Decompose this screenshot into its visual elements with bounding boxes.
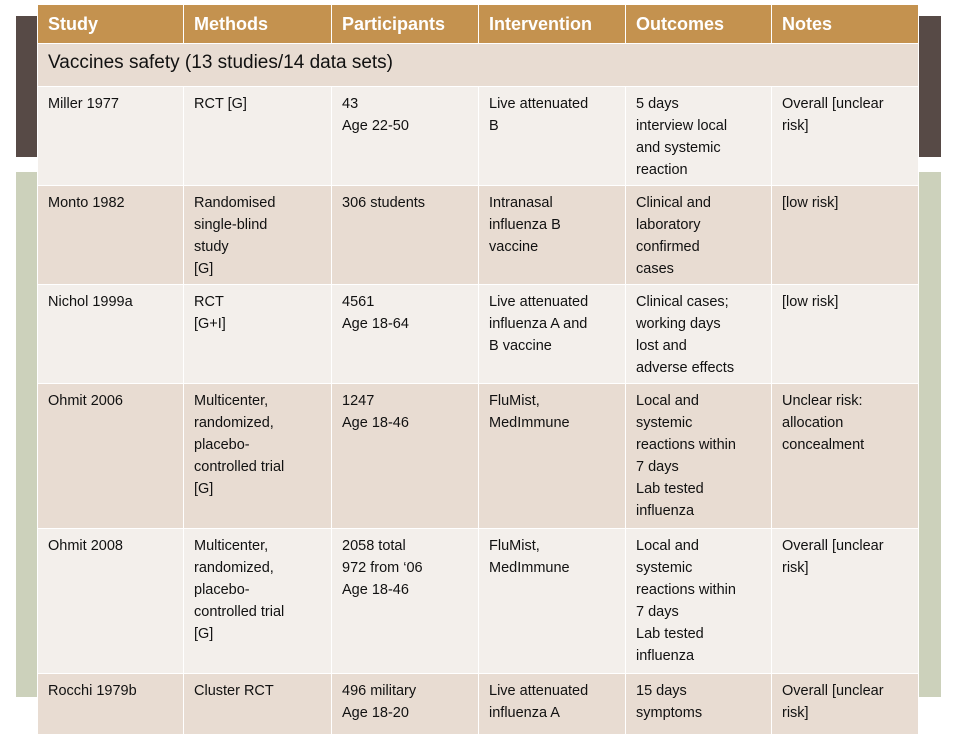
- cell-intervention: [479, 529, 626, 674]
- cell-intervention: [479, 285, 626, 384]
- cell-line: Age 22-50: [342, 118, 409, 134]
- cell-line: RCT: [194, 294, 224, 310]
- cell-line: risk]: [782, 705, 809, 721]
- section-row: [38, 44, 919, 87]
- cell-line: Local and: [636, 538, 699, 554]
- cell-line: 5 days: [636, 96, 679, 112]
- cell-line: [G]: [194, 481, 214, 497]
- cell-line: laboratory: [636, 217, 701, 233]
- cell-line: Live attenuated: [489, 294, 589, 310]
- cell-line: influenza A: [489, 705, 560, 721]
- cell-line: influenza A and: [489, 316, 588, 332]
- cell-line: adverse effects: [636, 360, 735, 376]
- cell-line: 306 students: [342, 195, 426, 211]
- cell-outcomes: [626, 186, 772, 285]
- cell-methods: [184, 384, 332, 529]
- cell-methods: [184, 674, 332, 735]
- cell-line: Multicenter,: [194, 538, 269, 554]
- cell-line: Multicenter,: [194, 393, 269, 409]
- cell-line: placebo-: [194, 437, 250, 453]
- cell-line: Overall [unclear: [782, 683, 884, 699]
- cell-line: 1247: [342, 393, 375, 409]
- cell-line: interview local: [636, 118, 728, 134]
- cell-line: Overall [unclear: [782, 538, 884, 554]
- cell-outcomes: [626, 87, 772, 186]
- cell-line: reaction: [636, 162, 688, 178]
- cell-line: 7 days: [636, 604, 679, 620]
- cell-line: concealment: [782, 437, 865, 453]
- cell-methods: [184, 87, 332, 186]
- cell-line: Unclear risk:: [782, 393, 863, 409]
- section-title: Vaccines safety (13 studies/14 data sets): [38, 44, 919, 87]
- cell-line: Local and: [636, 393, 699, 409]
- cell-study: Miller 1977: [38, 87, 184, 186]
- cell-participants: [332, 674, 479, 735]
- header-outcomes: Outcomes: [626, 5, 772, 44]
- cell-study: Ohmit 2008: [38, 529, 184, 674]
- cell-outcomes: [626, 285, 772, 384]
- cell-line: risk]: [782, 118, 809, 134]
- cell-line: Live attenuated: [489, 96, 589, 112]
- cell-line: RCT [G]: [194, 96, 247, 112]
- cell-outcomes: [626, 529, 772, 674]
- cell-line: influenza: [636, 648, 695, 664]
- cell-notes: [772, 285, 919, 384]
- cell-line: cases: [636, 261, 674, 277]
- cell-line: controlled trial: [194, 604, 285, 620]
- cell-line: 972 from ‘06: [342, 560, 423, 576]
- cell-intervention: [479, 384, 626, 529]
- cell-notes: [772, 186, 919, 285]
- cell-notes: [772, 384, 919, 529]
- cell-notes: [772, 674, 919, 735]
- header-methods: Methods: [184, 5, 332, 44]
- cell-line: Clinical and: [636, 195, 711, 211]
- header-intervention: Intervention: [479, 5, 626, 44]
- cell-line: and systemic: [636, 140, 721, 156]
- cell-participants: [332, 186, 479, 285]
- cell-line: vaccine: [489, 239, 539, 255]
- cell-notes: [772, 87, 919, 186]
- cell-intervention: [479, 87, 626, 186]
- cell-methods: [184, 285, 332, 384]
- cell-line: Age 18-64: [342, 316, 409, 332]
- cell-line: influenza B: [489, 217, 561, 233]
- cell-line: risk]: [782, 560, 809, 576]
- cell-outcomes: [626, 384, 772, 529]
- cell-line: study: [194, 239, 229, 255]
- cell-participants: [332, 285, 479, 384]
- cell-line: Age 18-20: [342, 705, 409, 721]
- cell-line: Cluster RCT: [194, 683, 274, 699]
- cell-line: 43: [342, 96, 359, 112]
- cell-line: working days: [636, 316, 721, 332]
- cell-intervention: [479, 186, 626, 285]
- header-study: Study: [38, 5, 184, 44]
- cell-line: MedImmune: [489, 560, 570, 576]
- cell-line: B vaccine: [489, 338, 552, 354]
- header-notes: Notes: [772, 5, 919, 44]
- cell-line: reactions within: [636, 437, 736, 453]
- cell-line: [G]: [194, 261, 214, 277]
- cell-line: Clinical cases;: [636, 294, 729, 310]
- cell-line: systemic: [636, 560, 693, 576]
- cell-line: Lab tested: [636, 481, 704, 497]
- cell-methods: [184, 529, 332, 674]
- cell-line: reactions within: [636, 582, 736, 598]
- cell-line: FluMist,: [489, 393, 540, 409]
- table-row: [38, 384, 919, 529]
- cell-notes: [772, 529, 919, 674]
- cell-line: confirmed: [636, 239, 700, 255]
- cell-line: 4561: [342, 294, 375, 310]
- cell-line: Age 18-46: [342, 582, 409, 598]
- cell-line: allocation: [782, 415, 844, 431]
- cell-line: 2058 total: [342, 538, 406, 554]
- table-row: [38, 674, 919, 735]
- cell-line: randomized,: [194, 415, 274, 431]
- cell-participants: [332, 529, 479, 674]
- cell-study: Monto 1982: [38, 186, 184, 285]
- cell-line: 15 days: [636, 683, 687, 699]
- table-row: [38, 285, 919, 384]
- table-header-row: [38, 5, 919, 44]
- cell-line: lost and: [636, 338, 687, 354]
- cell-line: Lab tested: [636, 626, 704, 642]
- cell-line: Age 18-46: [342, 415, 409, 431]
- cell-intervention: [479, 674, 626, 735]
- cell-study: Rocchi 1979b: [38, 674, 184, 735]
- cell-outcomes: [626, 674, 772, 735]
- cell-methods: [184, 186, 332, 285]
- cell-line: systemic: [636, 415, 693, 431]
- cell-line: controlled trial: [194, 459, 285, 475]
- cell-line: 496 military: [342, 683, 417, 699]
- cell-line: [G+I]: [194, 316, 226, 332]
- cell-participants: [332, 384, 479, 529]
- cell-line: randomized,: [194, 560, 274, 576]
- cell-study: Nichol 1999a: [38, 285, 184, 384]
- cell-line: [low risk]: [782, 195, 839, 211]
- table-row: [38, 186, 919, 285]
- table-row: [38, 87, 919, 186]
- cell-line: single-blind: [194, 217, 268, 233]
- header-participants: Participants: [332, 5, 479, 44]
- table-row: [38, 529, 919, 674]
- cell-line: 7 days: [636, 459, 679, 475]
- cell-study: Ohmit 2006: [38, 384, 184, 529]
- cell-line: influenza: [636, 503, 695, 519]
- cell-line: FluMist,: [489, 538, 540, 554]
- cell-line: placebo-: [194, 582, 250, 598]
- cell-line: Overall [unclear: [782, 96, 884, 112]
- cell-line: Intranasal: [489, 195, 553, 211]
- cell-line: symptoms: [636, 705, 703, 721]
- cell-line: Randomised: [194, 195, 276, 211]
- cell-line: Live attenuated: [489, 683, 589, 699]
- cell-line: B: [489, 118, 499, 134]
- cell-line: MedImmune: [489, 415, 570, 431]
- studies-table: [37, 4, 919, 735]
- cell-line: [low risk]: [782, 294, 839, 310]
- cell-participants: [332, 87, 479, 186]
- cell-line: [G]: [194, 626, 214, 642]
